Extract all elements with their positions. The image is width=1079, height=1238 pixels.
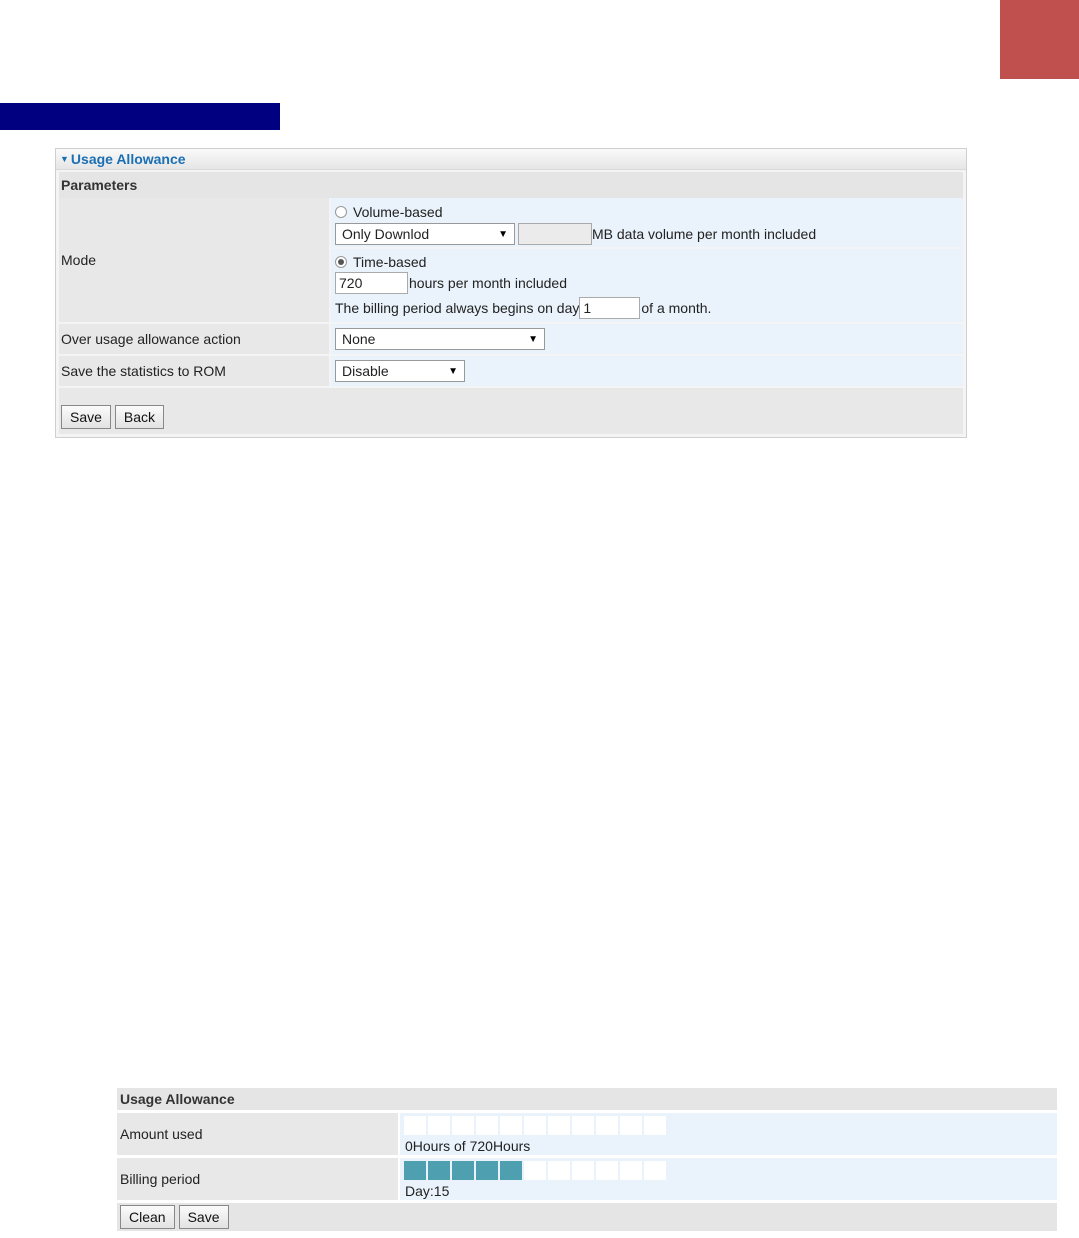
mode-value xyxy=(331,198,963,324)
save-rom-label: Save the statistics to ROM xyxy=(59,356,329,388)
billing-suffix: of a month. xyxy=(641,300,712,316)
dropdown-arrow-icon: ▼ xyxy=(448,365,458,377)
hours-suffix: hours per month included xyxy=(409,275,567,291)
usage-allowance-panel xyxy=(55,148,967,438)
panel-header[interactable] xyxy=(56,149,966,170)
billing-period-progress xyxy=(404,1161,668,1180)
progress-segment xyxy=(644,1116,666,1135)
progress-segment xyxy=(620,1116,642,1135)
save-button[interactable]: Save xyxy=(61,405,111,429)
progress-segment xyxy=(572,1116,594,1135)
direction-select-value: Only Downlod xyxy=(342,226,430,242)
triangle-down-icon: ▼ xyxy=(60,154,69,164)
progress-segment xyxy=(428,1116,450,1135)
over-usage-select-value: None xyxy=(342,331,376,347)
amount-used-label: Amount used xyxy=(117,1113,398,1155)
progress-segment xyxy=(572,1161,594,1180)
volume-based-section xyxy=(331,198,963,247)
status-title: Usage Allowance xyxy=(117,1088,1057,1110)
billing-period-text: Day:15 xyxy=(405,1183,450,1199)
progress-segment xyxy=(476,1116,498,1135)
panel-title: Usage Allowance xyxy=(70,151,186,167)
progress-segment xyxy=(644,1161,666,1180)
over-usage-row xyxy=(59,324,963,356)
time-based-label: Time-based xyxy=(353,254,427,270)
progress-segment xyxy=(500,1161,522,1180)
time-based-section xyxy=(331,249,963,322)
time-based-radio[interactable] xyxy=(335,256,347,268)
billing-prefix: The billing period always begins on day xyxy=(335,300,580,316)
progress-segment xyxy=(452,1161,474,1180)
amount-used-row xyxy=(117,1113,1057,1155)
corner-decoration xyxy=(1000,0,1079,79)
dropdown-arrow-icon: ▼ xyxy=(528,333,538,345)
header-bar xyxy=(0,103,280,130)
progress-segment xyxy=(404,1116,426,1135)
progress-segment xyxy=(548,1161,570,1180)
progress-segment xyxy=(548,1116,570,1135)
progress-segment xyxy=(620,1161,642,1180)
volume-based-radio[interactable] xyxy=(335,206,347,218)
billing-day-input[interactable]: 1 xyxy=(579,297,640,319)
status-save-button[interactable]: Save xyxy=(179,1205,229,1229)
billing-period-label: Billing period xyxy=(117,1158,398,1200)
progress-segment xyxy=(524,1161,546,1180)
progress-segment xyxy=(404,1161,426,1180)
hours-input[interactable]: 720 xyxy=(335,272,408,294)
amount-used-progress xyxy=(404,1116,668,1135)
progress-segment xyxy=(452,1116,474,1135)
clean-button[interactable]: Clean xyxy=(120,1205,175,1229)
volume-suffix: MB data volume per month included xyxy=(592,226,817,242)
progress-segment xyxy=(596,1116,618,1135)
dropdown-arrow-icon: ▼ xyxy=(498,228,508,240)
mode-row xyxy=(59,198,963,324)
direction-select[interactable] xyxy=(335,223,515,245)
parameters-heading: Parameters xyxy=(59,172,963,198)
mode-label: Mode xyxy=(59,198,329,324)
status-buttons xyxy=(117,1203,1057,1231)
panel-buttons xyxy=(59,388,963,434)
progress-segment xyxy=(596,1161,618,1180)
save-rom-select-value: Disable xyxy=(342,363,389,379)
save-rom-select[interactable] xyxy=(335,360,465,382)
progress-segment xyxy=(476,1161,498,1180)
amount-used-text: 0Hours of 720Hours xyxy=(405,1138,531,1154)
save-rom-row xyxy=(59,356,963,388)
volume-based-label: Volume-based xyxy=(353,204,443,220)
progress-segment xyxy=(428,1161,450,1180)
over-usage-label: Over usage allowance action xyxy=(59,324,329,356)
back-button[interactable]: Back xyxy=(115,405,164,429)
progress-segment xyxy=(524,1116,546,1135)
progress-segment xyxy=(500,1116,522,1135)
usage-status-panel xyxy=(117,1088,1057,1238)
volume-input[interactable] xyxy=(518,223,592,245)
billing-period-row xyxy=(117,1158,1057,1200)
over-usage-select[interactable] xyxy=(335,328,545,350)
